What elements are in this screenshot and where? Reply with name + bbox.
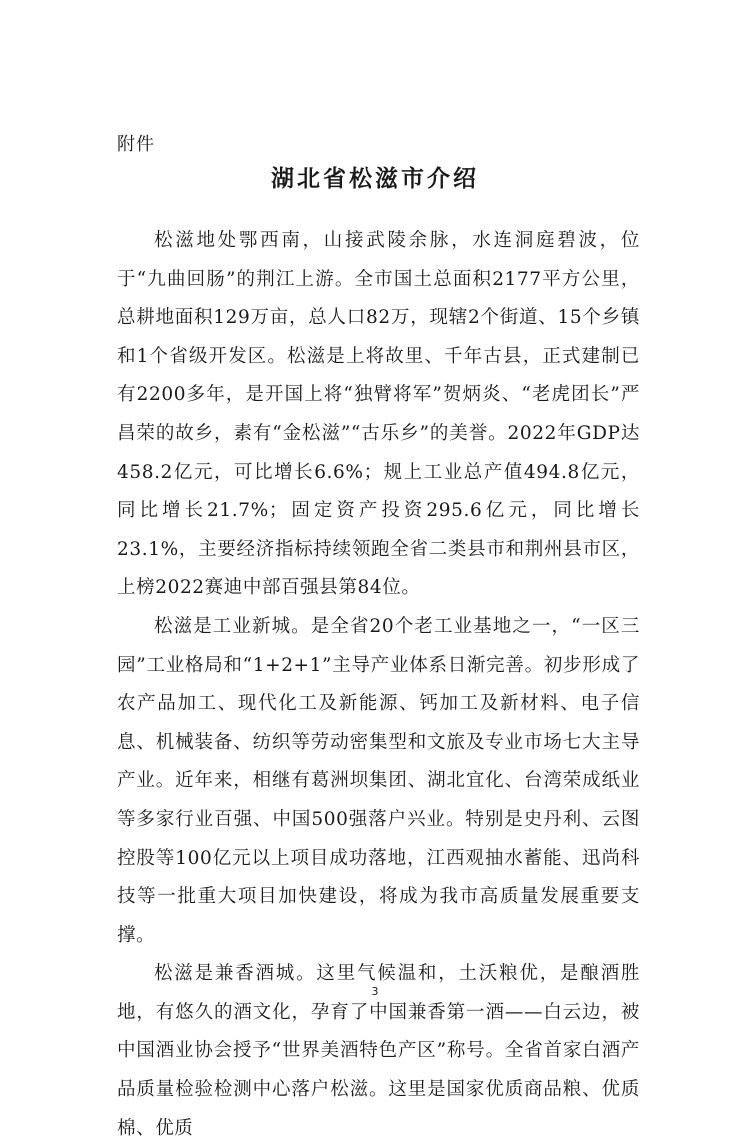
attachment-label: 附件 <box>117 134 155 155</box>
paragraph-liquor: 松滋是兼香酒城。这里气候温和，土沃粮优，是酿酒胜地，有悠久的酒文化，孕育了中国兼香第一酒——白云边，被中国酒业协会授予“世界美酒特色产区”称号。全省首家白酒产品质量检验检测中心落户松滋。这里是国家优质商品粮、优质棉、优质 <box>117 963 640 1139</box>
page-number: 3 <box>371 985 379 998</box>
document-body <box>117 222 640 1148</box>
paragraph-overview: 松滋地处鄂西南，山接武陵余脉，水连洞庭碧波，位于“九曲回肠”的荆江上游。全市国土总面积2177平方公里，总耕地面积129万亩，总人口82万，现辖2个街道、15个乡镇和1个省级开发区。松滋是上将故里、千年古县，正式建制已有2200多年，是开国上将“独臂将军”贺炳炎、“老虎团长”严昌荣的故乡，素有“金松滋”“古乐乡”的美誉。2022年GDP达458.2亿元，可比增长6.6%；规上工业总产值494.8亿元，同比增长21.7%；固定资产投资295.6亿元，同比增长23.1%，主要经济指标持续领跑全省二类县市和荆州县市区，上榜2022赛迪中部百强县第84位。 <box>117 230 640 599</box>
paragraph-industry: 松滋是工业新城。是全省20个老工业基地之一，“一区三园”工业格局和“1+2+1”主导产业体系日渐完善。初步形成了农产品加工、现代化工及新能源、钙加工及新材料、电子信息、机械装备、纺织等劳动密集型和文旅及专业市场七大主导产业。近年来，相继有葛洲坝集团、湖北宜化、台湾荣成纸业等多家行业百强、中国500强落户兴业。特别是史丹利、云图控股等100亿元以上项目成功落地，江西观抽水蓄能、迅尚科技等一批重大项目加快建设，将成为我市高质量发展重要支撑。 <box>117 615 640 946</box>
document-title: 湖北省松滋市介绍 <box>271 166 479 192</box>
